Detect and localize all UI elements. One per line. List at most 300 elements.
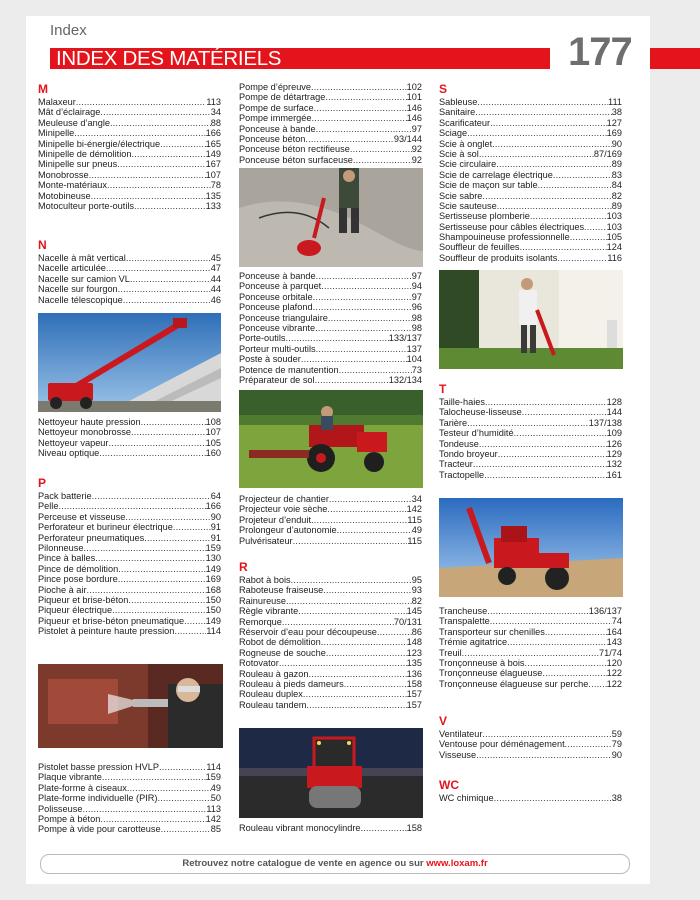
entry-page: 38 bbox=[611, 793, 622, 803]
entry-name: Projecteur voie sèche bbox=[239, 504, 328, 515]
index-entry bbox=[439, 627, 622, 637]
entry-name: Ponceuse à bande bbox=[239, 123, 316, 134]
entry-page: 116 bbox=[607, 252, 622, 263]
dot-leader bbox=[306, 700, 406, 710]
entry-name: Rouleau à pieds dameurs bbox=[239, 678, 344, 689]
entry-page: 164 bbox=[606, 626, 622, 637]
index-entry bbox=[439, 253, 622, 263]
entry-name: Trancheuse bbox=[439, 606, 488, 616]
entry-name: Sertisseuse plomberie bbox=[439, 211, 530, 222]
index-entry bbox=[38, 793, 221, 803]
entry-page: 97 bbox=[411, 123, 422, 134]
entry-name: Pioche à air bbox=[38, 584, 87, 595]
dot-leader bbox=[496, 159, 612, 169]
index-entry bbox=[38, 159, 221, 169]
dot-leader bbox=[108, 438, 205, 448]
index-entry bbox=[239, 344, 422, 354]
entry-page: 146 bbox=[406, 113, 422, 124]
entry-page: 114 bbox=[206, 626, 221, 637]
dot-leader bbox=[298, 606, 406, 616]
entry-name: Rabot à bois bbox=[239, 575, 291, 585]
entry-name: Raboteuse fraiseuse bbox=[239, 585, 324, 596]
entry-name: Sciage bbox=[439, 128, 468, 139]
entry-page: 109 bbox=[606, 428, 622, 439]
entry-page: 105 bbox=[606, 232, 622, 243]
entry-name: Perforateur et burineur électrique bbox=[38, 522, 173, 533]
dot-leader bbox=[83, 543, 205, 553]
index-entry bbox=[38, 263, 221, 273]
dot-leader bbox=[316, 271, 412, 281]
entry-name: Rouleau vibrant monocylindre bbox=[239, 823, 361, 833]
index-entry bbox=[239, 606, 422, 616]
entry-page: 86 bbox=[411, 626, 422, 637]
entry-page: 145 bbox=[406, 606, 422, 617]
entry-name: Pince pose bordure bbox=[38, 574, 118, 585]
entry-page: 136 bbox=[406, 668, 422, 679]
index-entry bbox=[239, 627, 422, 637]
entry-name: Pince de démolition bbox=[38, 563, 119, 574]
dot-leader bbox=[530, 211, 607, 221]
entry-page: 50 bbox=[210, 793, 221, 804]
entry-name: Nacelle sur fourgon bbox=[38, 284, 118, 295]
index-group-p4 bbox=[239, 494, 422, 546]
entry-page: 148 bbox=[406, 637, 422, 648]
entry-name: Nettoyeur haute pression bbox=[38, 417, 141, 427]
entry-page: 90 bbox=[611, 138, 622, 149]
dot-leader bbox=[161, 824, 211, 834]
index-entry bbox=[439, 793, 622, 803]
entry-name: WC chimique bbox=[439, 793, 494, 803]
entry-name: Transporteur sur chenilles bbox=[439, 626, 545, 637]
dot-leader bbox=[74, 128, 205, 138]
index-entry bbox=[38, 783, 221, 793]
entry-page: 126 bbox=[606, 438, 622, 449]
entry-name: Tronçonneuse élagueuse bbox=[439, 668, 543, 679]
entry-name: Pack batterie bbox=[38, 491, 92, 501]
entry-name: Mât d’éclairage bbox=[38, 107, 101, 118]
entry-name: Pince à balles bbox=[38, 553, 96, 564]
entry-page: 168 bbox=[205, 584, 221, 595]
index-entry bbox=[439, 648, 622, 658]
entry-page: 95 bbox=[411, 575, 422, 585]
entry-page: 107 bbox=[205, 427, 221, 438]
entry-name: Minipelle de démolition bbox=[38, 148, 132, 159]
index-entry bbox=[38, 522, 221, 532]
entry-page: 127 bbox=[606, 117, 622, 128]
entry-page: 46 bbox=[210, 294, 221, 305]
dot-leader bbox=[157, 793, 210, 803]
dot-leader bbox=[484, 470, 607, 480]
entry-name: Remorque bbox=[239, 616, 282, 627]
index-entry bbox=[38, 772, 221, 782]
index-entry bbox=[38, 295, 221, 305]
dot-leader bbox=[314, 103, 407, 113]
dot-leader bbox=[311, 82, 407, 92]
entry-name: Ponceuse béton rectifieuse bbox=[239, 144, 350, 155]
index-entry bbox=[239, 515, 422, 525]
index-entry bbox=[239, 575, 422, 585]
dot-leader bbox=[293, 536, 408, 546]
index-entry bbox=[38, 427, 221, 437]
entry-name: Shampouineuse professionnelle bbox=[439, 232, 570, 243]
entry-page: 91 bbox=[210, 532, 221, 543]
entry-name: Minipelle bbox=[38, 128, 75, 139]
entry-page: 146 bbox=[406, 102, 422, 113]
index-entry bbox=[439, 750, 622, 760]
dot-leader bbox=[476, 750, 612, 760]
entry-name: Scie de carrelage électrique bbox=[439, 169, 553, 180]
entry-page: 103 bbox=[606, 221, 622, 232]
dot-leader bbox=[524, 658, 606, 668]
entry-page: 129 bbox=[606, 448, 622, 459]
index-group-t-cont bbox=[439, 606, 622, 689]
entry-page: 82 bbox=[611, 190, 622, 201]
index-group-v bbox=[439, 714, 622, 760]
entry-page: 104 bbox=[406, 354, 422, 365]
index-group-p3 bbox=[239, 271, 422, 385]
entry-page: 142 bbox=[406, 504, 422, 515]
dot-leader bbox=[131, 149, 205, 159]
entry-page: 149 bbox=[205, 563, 221, 574]
index-group-r-cont bbox=[239, 823, 422, 833]
entry-name: Trémie agitatrice bbox=[439, 637, 508, 648]
dot-leader bbox=[311, 515, 407, 525]
dot-leader bbox=[353, 155, 412, 165]
entry-page: 38 bbox=[611, 107, 622, 118]
dot-leader bbox=[286, 596, 412, 606]
entry-name: Tondeuse bbox=[439, 438, 479, 449]
dot-leader bbox=[92, 491, 211, 501]
entry-name: Tracteur bbox=[439, 459, 473, 470]
index-letter: WC bbox=[439, 778, 459, 792]
index-entry bbox=[239, 155, 422, 165]
entry-name: Ponceuse à bande bbox=[239, 271, 316, 281]
index-group-s bbox=[439, 82, 622, 263]
index-entry bbox=[239, 313, 422, 323]
entry-name: Nacelle articulée bbox=[38, 263, 106, 274]
index-entry bbox=[439, 180, 622, 190]
entry-page: 107 bbox=[205, 169, 221, 180]
footer-text: Retrouvez notre catalogue de vente en agence ou sur bbox=[182, 858, 424, 869]
entry-name: Testeur d’humidité bbox=[439, 428, 514, 439]
entry-page: 137 bbox=[406, 343, 422, 354]
entry-name: Ponceuse à parquet bbox=[239, 281, 322, 292]
photo-backhoe-loader bbox=[439, 498, 623, 597]
entry-page: 59 bbox=[611, 729, 622, 739]
entry-page: 150 bbox=[205, 605, 221, 616]
dot-leader bbox=[498, 449, 607, 459]
index-entry bbox=[38, 762, 221, 772]
page-number: 177 bbox=[568, 30, 632, 74]
index-group-n bbox=[38, 238, 221, 305]
dot-leader bbox=[110, 118, 211, 128]
index-entry bbox=[38, 501, 221, 511]
entry-name: Robot de démolition bbox=[239, 637, 321, 648]
entry-name: Perceuse et visseuse bbox=[38, 511, 126, 522]
entry-name: Meuleuse d’angle bbox=[38, 117, 111, 128]
entry-name: Pelle bbox=[38, 501, 59, 512]
index-group-p-cont bbox=[38, 762, 221, 835]
entry-name: Motobineuse bbox=[38, 190, 91, 201]
dot-leader bbox=[118, 284, 211, 294]
index-entry bbox=[38, 824, 221, 834]
entry-page: 49 bbox=[411, 525, 422, 536]
footer-banner bbox=[40, 854, 630, 874]
entry-name: Rainureuse bbox=[239, 595, 286, 606]
dot-leader bbox=[479, 149, 594, 159]
index-entry bbox=[38, 448, 221, 458]
index-entry bbox=[439, 118, 622, 128]
dot-leader bbox=[141, 417, 206, 427]
entry-page: 79 bbox=[611, 739, 622, 750]
dot-leader bbox=[91, 191, 206, 201]
footer-url-link[interactable]: www.loxam.fr bbox=[426, 858, 488, 869]
index-entry bbox=[38, 417, 221, 427]
index-entry bbox=[239, 124, 422, 134]
entry-name: Monobrosse bbox=[38, 169, 89, 180]
entry-name: Treuil bbox=[439, 647, 462, 658]
entry-name: Rouleau à gazon bbox=[239, 668, 309, 679]
index-group-p bbox=[38, 476, 221, 636]
index-entry bbox=[239, 134, 422, 144]
entry-page: 123 bbox=[406, 647, 422, 658]
dot-leader bbox=[159, 762, 206, 772]
entry-name: Minipelle sur pneus bbox=[38, 159, 118, 170]
index-entry bbox=[38, 543, 221, 553]
index-entry bbox=[38, 284, 221, 294]
dot-leader bbox=[95, 553, 205, 563]
index-entry bbox=[38, 626, 221, 636]
index-entry bbox=[38, 595, 221, 605]
index-group-n-cont bbox=[38, 417, 221, 459]
entry-name: Perforateur pneumatiques bbox=[38, 532, 145, 543]
index-entry bbox=[439, 606, 622, 616]
entry-name: Souffleur de produits isolants bbox=[439, 252, 558, 263]
index-entry bbox=[239, 637, 422, 647]
index-letter: R bbox=[239, 560, 248, 574]
index-entry bbox=[239, 596, 422, 606]
index-entry bbox=[38, 616, 221, 626]
index-entry bbox=[239, 617, 422, 627]
dot-leader bbox=[329, 494, 412, 504]
dot-leader bbox=[584, 222, 607, 232]
index-entry bbox=[239, 354, 422, 364]
entry-page: 115 bbox=[407, 535, 422, 546]
dot-leader bbox=[303, 689, 407, 699]
entry-name: Pistolet à peinture haute pression bbox=[38, 626, 175, 637]
entry-page: 114 bbox=[206, 762, 221, 772]
index-entry bbox=[239, 92, 422, 102]
index-letter: N bbox=[38, 238, 47, 252]
index-entry bbox=[239, 504, 422, 514]
entry-name: Sanitaire bbox=[439, 107, 476, 118]
dot-leader bbox=[128, 595, 205, 605]
index-entry bbox=[239, 536, 422, 546]
dot-leader bbox=[308, 669, 406, 679]
dot-leader bbox=[522, 407, 607, 417]
entry-name: Monte-matériaux bbox=[38, 180, 107, 191]
entry-name: Polisseuse bbox=[38, 803, 83, 814]
entry-page: 71/74 bbox=[599, 647, 622, 658]
entry-page: 158 bbox=[406, 823, 422, 833]
entry-page: 142 bbox=[205, 813, 221, 824]
dot-leader bbox=[100, 107, 210, 117]
index-entry bbox=[239, 689, 422, 699]
index-entry bbox=[38, 553, 221, 563]
dot-leader bbox=[313, 292, 412, 302]
index-letter: V bbox=[439, 714, 448, 728]
dot-leader bbox=[565, 739, 612, 749]
dot-leader bbox=[337, 525, 412, 535]
dot-leader bbox=[328, 313, 412, 323]
entry-name: Porteur multi-outils bbox=[239, 343, 316, 354]
index-entry bbox=[239, 292, 422, 302]
entry-name: Prolongeur d’autonomie bbox=[239, 525, 337, 536]
entry-page: 49 bbox=[210, 782, 221, 793]
page-title: INDEX DES MATÉRIELS bbox=[56, 47, 282, 70]
entry-page: 165 bbox=[205, 138, 221, 149]
dot-leader bbox=[112, 605, 206, 615]
index-entry bbox=[38, 574, 221, 584]
entry-name: Nettoyeur monobrosse bbox=[38, 427, 131, 438]
entry-name: Scie de maçon sur table bbox=[439, 180, 538, 191]
entry-name: Sertisseuse pour câbles électriques bbox=[439, 221, 585, 232]
entry-page: 93 bbox=[411, 585, 422, 596]
dot-leader bbox=[160, 139, 206, 149]
dot-leader bbox=[315, 323, 412, 333]
dot-leader bbox=[174, 626, 206, 636]
dot-leader bbox=[127, 783, 211, 793]
entry-page: 135 bbox=[205, 190, 221, 201]
index-entry bbox=[38, 804, 221, 814]
entry-page: 87/169 bbox=[593, 148, 622, 159]
entry-name: Potence de manutention bbox=[239, 364, 339, 375]
index-entry bbox=[439, 128, 622, 138]
index-entry bbox=[239, 700, 422, 710]
dot-leader bbox=[475, 107, 612, 117]
entry-page: 97 bbox=[411, 271, 422, 281]
index-entry bbox=[38, 128, 221, 138]
entry-name: Pompe de surface bbox=[239, 102, 314, 113]
entry-page: 133 bbox=[205, 200, 221, 211]
entry-name: Porte-outils bbox=[239, 333, 286, 344]
entry-page: 169 bbox=[606, 128, 622, 139]
index-entry bbox=[38, 253, 221, 263]
entry-page: 124 bbox=[606, 242, 622, 253]
entry-page: 92 bbox=[411, 144, 422, 155]
dot-leader bbox=[485, 397, 607, 407]
entry-page: 96 bbox=[411, 302, 422, 313]
dot-leader bbox=[184, 616, 206, 626]
index-entry bbox=[38, 170, 221, 180]
dot-leader bbox=[102, 772, 206, 782]
index-entry bbox=[439, 397, 622, 407]
dot-leader bbox=[87, 585, 206, 595]
dot-leader bbox=[520, 242, 607, 252]
index-entry bbox=[439, 191, 622, 201]
index-entry bbox=[239, 365, 422, 375]
entry-page: 136/137 bbox=[588, 606, 622, 616]
index-entry bbox=[239, 669, 422, 679]
entry-page: 166 bbox=[205, 128, 221, 139]
dot-leader bbox=[301, 354, 407, 364]
entry-page: 157 bbox=[406, 689, 422, 700]
entry-page: 44 bbox=[210, 273, 221, 284]
index-entry bbox=[38, 512, 221, 522]
dot-leader bbox=[462, 648, 599, 658]
entry-name: Piqueur et brise-béton pneumatique bbox=[38, 615, 185, 626]
entry-name: Talocheuse-lisseuse bbox=[439, 407, 522, 418]
dot-leader bbox=[118, 574, 206, 584]
dot-leader bbox=[100, 814, 205, 824]
dot-leader bbox=[173, 522, 211, 532]
index-group-p2 bbox=[239, 82, 422, 165]
dot-leader bbox=[350, 144, 412, 154]
photo-concrete-grinder bbox=[239, 168, 423, 267]
index-entry bbox=[439, 242, 622, 252]
dot-leader bbox=[477, 97, 608, 107]
index-entry bbox=[439, 211, 622, 221]
index-entry bbox=[38, 149, 221, 159]
entry-page: 144 bbox=[606, 407, 622, 418]
dot-leader bbox=[553, 170, 612, 180]
index-entry bbox=[239, 823, 422, 833]
entry-name: Préparateur de sol bbox=[239, 374, 315, 385]
entry-name: Scie à onglet bbox=[439, 138, 493, 149]
entry-name: Pompe de détartrage bbox=[239, 92, 326, 103]
photo-telescopic-boom-lift bbox=[38, 313, 221, 412]
dot-leader bbox=[134, 201, 206, 211]
dot-leader bbox=[123, 295, 211, 305]
entry-name: Souffleur de feuilles bbox=[439, 242, 520, 253]
entry-page: 74 bbox=[611, 616, 622, 627]
entry-page: 159 bbox=[205, 772, 221, 783]
dot-leader bbox=[479, 439, 607, 449]
index-entry bbox=[38, 491, 221, 501]
entry-page: 113 bbox=[206, 803, 221, 814]
entry-page: 132 bbox=[606, 459, 622, 470]
entry-name: Poste à souder bbox=[239, 354, 301, 365]
entry-page: 111 bbox=[608, 97, 622, 107]
dot-leader bbox=[315, 375, 389, 385]
dot-leader bbox=[339, 365, 412, 375]
dot-leader bbox=[131, 427, 206, 437]
entry-name: Scie sauteuse bbox=[439, 200, 497, 211]
entry-page: 34 bbox=[210, 107, 221, 118]
entry-page: 135 bbox=[406, 658, 422, 669]
dot-leader bbox=[285, 333, 388, 343]
entry-name: Règle vibrante bbox=[239, 606, 299, 617]
dot-leader bbox=[490, 616, 612, 626]
entry-page: 158 bbox=[406, 678, 422, 689]
dot-leader bbox=[323, 585, 411, 595]
index-entry bbox=[439, 107, 622, 117]
dot-leader bbox=[482, 729, 611, 739]
dot-leader bbox=[492, 139, 612, 149]
index-entry bbox=[439, 739, 622, 749]
entry-page: 150 bbox=[205, 594, 221, 605]
index-entry bbox=[439, 232, 622, 242]
dot-leader bbox=[125, 512, 210, 522]
entry-name: Plate-forme à ciseaux bbox=[38, 782, 127, 793]
index-entry bbox=[439, 97, 622, 107]
dot-leader bbox=[473, 459, 607, 469]
index-entry bbox=[439, 222, 622, 232]
entry-name: Motoculteur porte-outils bbox=[38, 200, 135, 211]
entry-name: Scie à sol bbox=[439, 148, 479, 159]
index-entry bbox=[439, 159, 622, 169]
entry-page: 44 bbox=[210, 284, 221, 295]
